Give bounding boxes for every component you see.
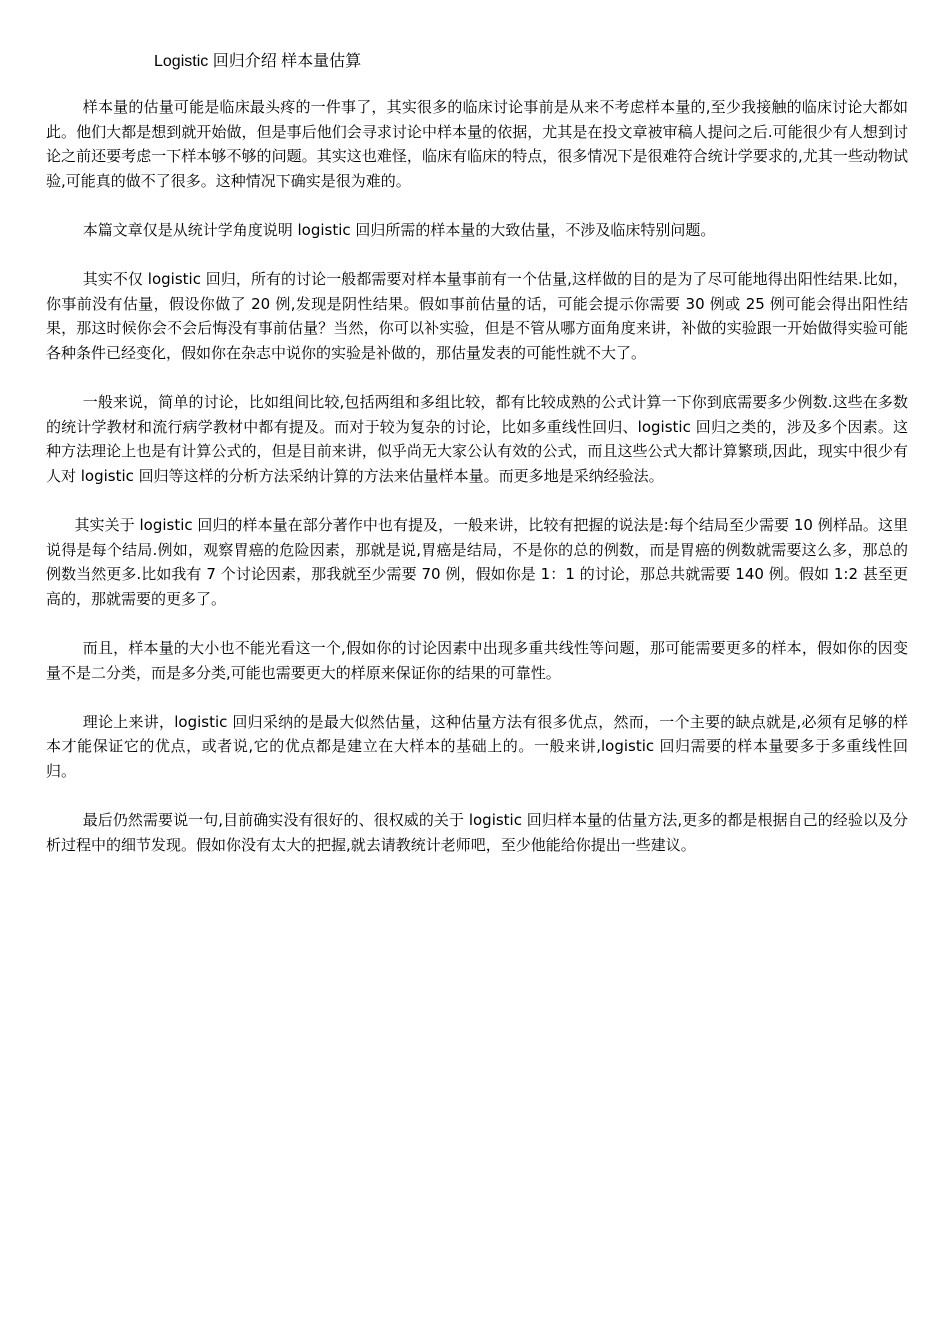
document-title: Logistic 回归介绍 样本量估算 [154, 53, 362, 70]
paragraph-sample-size-intro: 样本量的估量可能是临床最头疼的一件事了，其实很多的临床讨论事前是从来不考虑样本量的,至少我接触的临床讨论大都如此。他们大都是想到就开始做，但是事后他们会寻求讨论中样本量的依据，尤其是在投文章被审稿人提问之后.可能很少有人想到讨论之前还要考虑一下样本够不够的问题。其实这也难怪，临床有临床的特点，很多情况下是很难符合统计学要求的,尤其一些动物试验,可能真的做不了很多。这种情况下确实是很为难的。 [46, 98, 908, 190]
paragraph-maximum-likelihood: 理论上来讲，logistic 回归采纳的是最大似然估量，这种估量方法有很多优点，然而，一个主要的缺点就是,必须有足够的样本才能保证它的优点，或者说,它的优点都是建立在大样本的基础上的。一般来讲,logistic 回归需要的样本量要多于多重线性回归。 [46, 712, 908, 781]
paragraph-scope: 本篇文章仅是从统计学角度说明 logistic 回归所需的样本量的大致估量，不涉及临床特别问题。 [82, 220, 716, 239]
paragraph-events-per-variable: 其实关于 logistic 回归的样本量在部分著作中也有提及，一般来讲，比较有把握的说法是:每个结局至少需要 10 例样品。这里说得是每个结局.例如，观察胃癌的危险因素，那就是说,胃癌是结局，不是你的总的例数，而是胃癌的例数就需要这么多，那总的例数当然更多.比如我有 7 个讨论因素，那我就至少需要 70 例，假如你是 1：1 的讨论，那总共就需要 140 例。假如 1:2 甚至更高的，那就需要的更多了。 [46, 516, 908, 608]
paragraph-collinearity: 而且，样本量的大小也不能光看这一个,假如你的讨论因素中出现多重共线性等问题，那可能需要更多的样本，假如你的因变量不是二分类，而是多分类,可能也需要更大的样原来保证你的结果的可靠性。 [46, 639, 908, 682]
paragraph-formula-methods: 一般来说，简单的讨论，比如组间比较,包括两组和多组比较，都有比较成熟的公式计算一下你到底需要多少例数.这些在多数的统计学教材和流行病学教材中都有提及。而对于较为复杂的讨论，比如多重线性回归、logistic 回归之类的，涉及多个因素。这种方法理论上也是有计算公式的，但是目前来讲，似乎尚无大家公认有效的公式，而且这些公式大都计算繁琐,因此，现实中很少有人对 logistic 回归等这样的分析方法采纳计算的方法来估量样本量。而更多地是采纳经验法。 [46, 393, 908, 485]
document-body [46, 95, 908, 882]
paragraph-prior-estimation: 其实不仅 logistic 回归，所有的讨论一般都需要对样本量事前有一个估量,这样做的目的是为了尽可能地得出阳性结果.比如，你事前没有估量，假设你做了 20 例,发现是阴性结果。假如事前估量的话，可能会提示你需要 30 例或 25 例可能会得出阳性结果，那这时候你会不会后悔没有事前估量？当然，你可以补实验，但是不管从哪方面角度来讲，补做的实验跟一开始做得实验可能各种条件已经变化，假如你在杂志中说你的实验是补做的，那估量发表的可能性就不大了。 [46, 270, 908, 362]
paragraph-conclusion: 最后仍然需要说一句,目前确实没有很好的、很权威的关于 logistic 回归样本量的估量方法,更多的都是根据自己的经验以及分析过程中的细节发现。假如你没有太大的把握,就去请教统计老师吧，至少他能给你提出一些建议。 [46, 811, 908, 854]
